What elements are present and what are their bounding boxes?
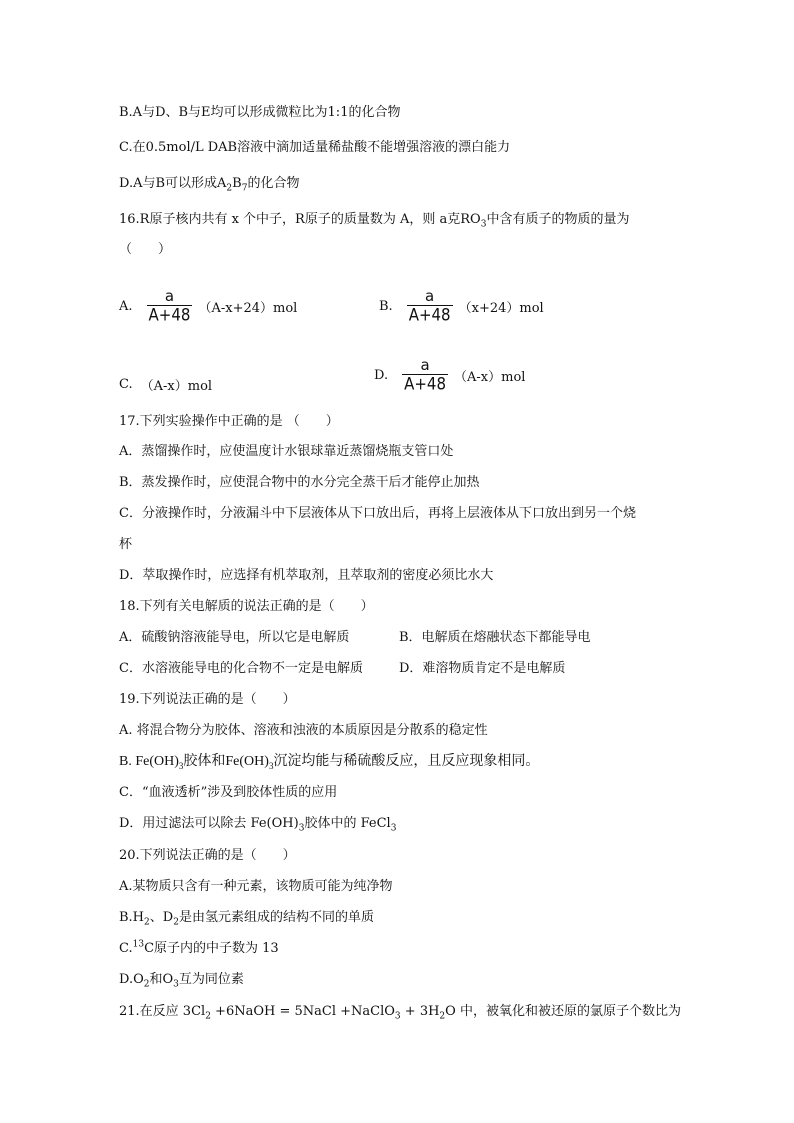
q18-option-c: C．水溶液能导电的化合物不一定是电解质 [119,661,363,676]
fraction: $\frac{a}{A+48}$ [408,287,451,326]
q20-option-a: A.某物质只含有一种元素，该物质可能为纯净物 [119,879,393,894]
q16-option-c: C. （A-x）mol [119,377,213,394]
q19-option-c: C．“血液透析”涉及到胶体性质的应用 [119,785,338,800]
q18-option-a: A．硫酸钠溶液能导电，所以它是电解质 [119,630,350,645]
q19-option-d: D．用过滤法可以除去 $Fe(OH)_3$胶体中的 FeCl$_3$ [119,816,397,834]
q19-stem: 19.下列说法正确的是（ ） [119,692,296,707]
q18-option-b: B．电解质在熔融状态下都能导电 [399,630,591,645]
q19-option-b: B. $Fe(OH)_3$胶体和$Fe(OH)_3$沉淀均能与稀硫酸反应，且反应现象相同。 [119,754,540,771]
fraction: $\frac{a}{A+48}$ [148,287,191,326]
q20-option-c: C.$^{13}$C原子内的中子数为 13 [119,939,279,956]
q16-stem: 16.R原子核内共有 x 个中子，R原子的质量数为 A，则 a克$RO_3$中含有质子的物质的量为 [119,212,630,230]
q18-stem: 18.下列有关电解质的说法正确的是（ ） [119,599,374,614]
q19-option-a: A. 将混合物分为胶体、溶液和浊液的本质原因是分散系的稳定性 [119,723,488,738]
q15-option-c: C.在0.5mol/L DAB溶液中滴加适量稀盐酸不能增强溶液的漂白能力 [119,140,511,155]
q21-stem: 21.在反应 $3Cl_2$ +6NaOH = 5NaCl +NaClO$_3$ + $3H_2O$ 中，被氧化和被还原的氯原子个数比为 [119,1004,681,1022]
q17-stem: 17.下列实验操作中正确的是 （ ） [119,414,339,429]
q20-option-d: $D.O_2$和$O_3$互为同位素 [119,972,244,990]
q18-option-d: D．难溶物质肯定不是电解质 [399,661,566,676]
fraction: $\frac{a}{A+48}$ [404,356,447,395]
q17-option-d: D．萃取操作时，应选择有机萃取剂，且萃取剂的密度必须比水大 [119,568,494,583]
q16-option-a: A. $\frac{a}{A+48}$ （A-x+24）mol [119,287,298,326]
q15-option-d: D.A与B可以形成$A_2B_7$的化合物 [119,176,300,194]
q16-option-d: D. $\frac{a}{A+48}$ （A-x）mol [374,356,526,395]
q16-option-b: B. $\frac{a}{A+48}$ （x+24）mol [379,287,544,326]
q17-option-a: A．蒸馏操作时，应使温度计水银球靠近蒸馏烧瓶支管口处 [119,444,454,459]
q17-option-c-cont: 杯 [119,537,133,552]
q15-option-b: B.A与D、B与E均可以形成微粒比为1:1的化合物 [119,105,401,120]
q20-stem: 20.下列说法正确的是（ ） [119,848,296,863]
q20-option-b: $B.H_2$、$D_2$是由氢元素组成的结构不同的单质 [119,910,374,928]
q16-paren: （ ） [119,242,172,257]
q17-option-c: C．分液操作时，分液漏斗中下层液体从下口放出后，再将上层液体从下口放出到另一个烧 [119,506,636,521]
q17-option-b: B．蒸发操作时，应使混合物中的水分完全蒸干后才能停止加热 [119,475,480,490]
